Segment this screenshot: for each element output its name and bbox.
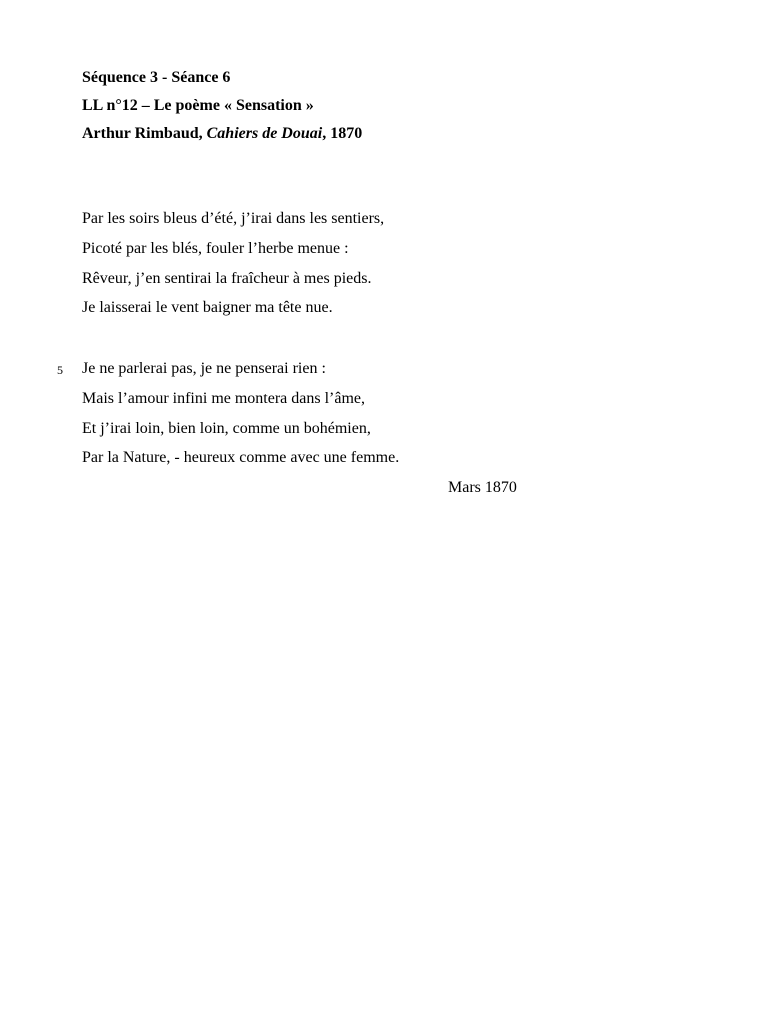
sequence-title: Séquence 3 - Séance 6 bbox=[82, 69, 231, 86]
verse-line: Je laisserai le vent baigner ma tête nue. bbox=[82, 299, 333, 317]
lesson-title: LL n°12 – Le poème « Sensation » bbox=[82, 97, 314, 114]
verse-line: Je ne parlerai pas, je ne penserai rien : bbox=[82, 360, 326, 377]
stanza-1 bbox=[82, 207, 384, 326]
document-header bbox=[82, 66, 362, 150]
author-work-line bbox=[82, 122, 362, 150]
stanza-2 bbox=[82, 357, 399, 476]
verse-line: Rêveur, j’en sentirai la fraîcheur à mes pieds. bbox=[82, 269, 372, 287]
verse-line: Par la Nature, - heureux comme avec une femme. bbox=[82, 449, 400, 467]
verse-line: Par les soirs bleus d’été, j’irai dans les sentiers, bbox=[82, 210, 385, 227]
publication-year: , 1870 bbox=[322, 125, 363, 142]
verse-line: Et j’irai loin, bien loin, comme un bohémien, bbox=[82, 419, 371, 437]
verse-line: Mais l’amour infini me montera dans l’âme, bbox=[82, 389, 366, 407]
work-title: Cahiers de Douai bbox=[206, 125, 323, 142]
line-number: 5 bbox=[57, 363, 63, 377]
verse-line: Picoté par les blés, fouler l’herbe menue : bbox=[82, 239, 349, 257]
poem-date: Mars 1870 bbox=[448, 479, 517, 496]
author-name: Arthur Rimbaud, bbox=[82, 125, 207, 142]
